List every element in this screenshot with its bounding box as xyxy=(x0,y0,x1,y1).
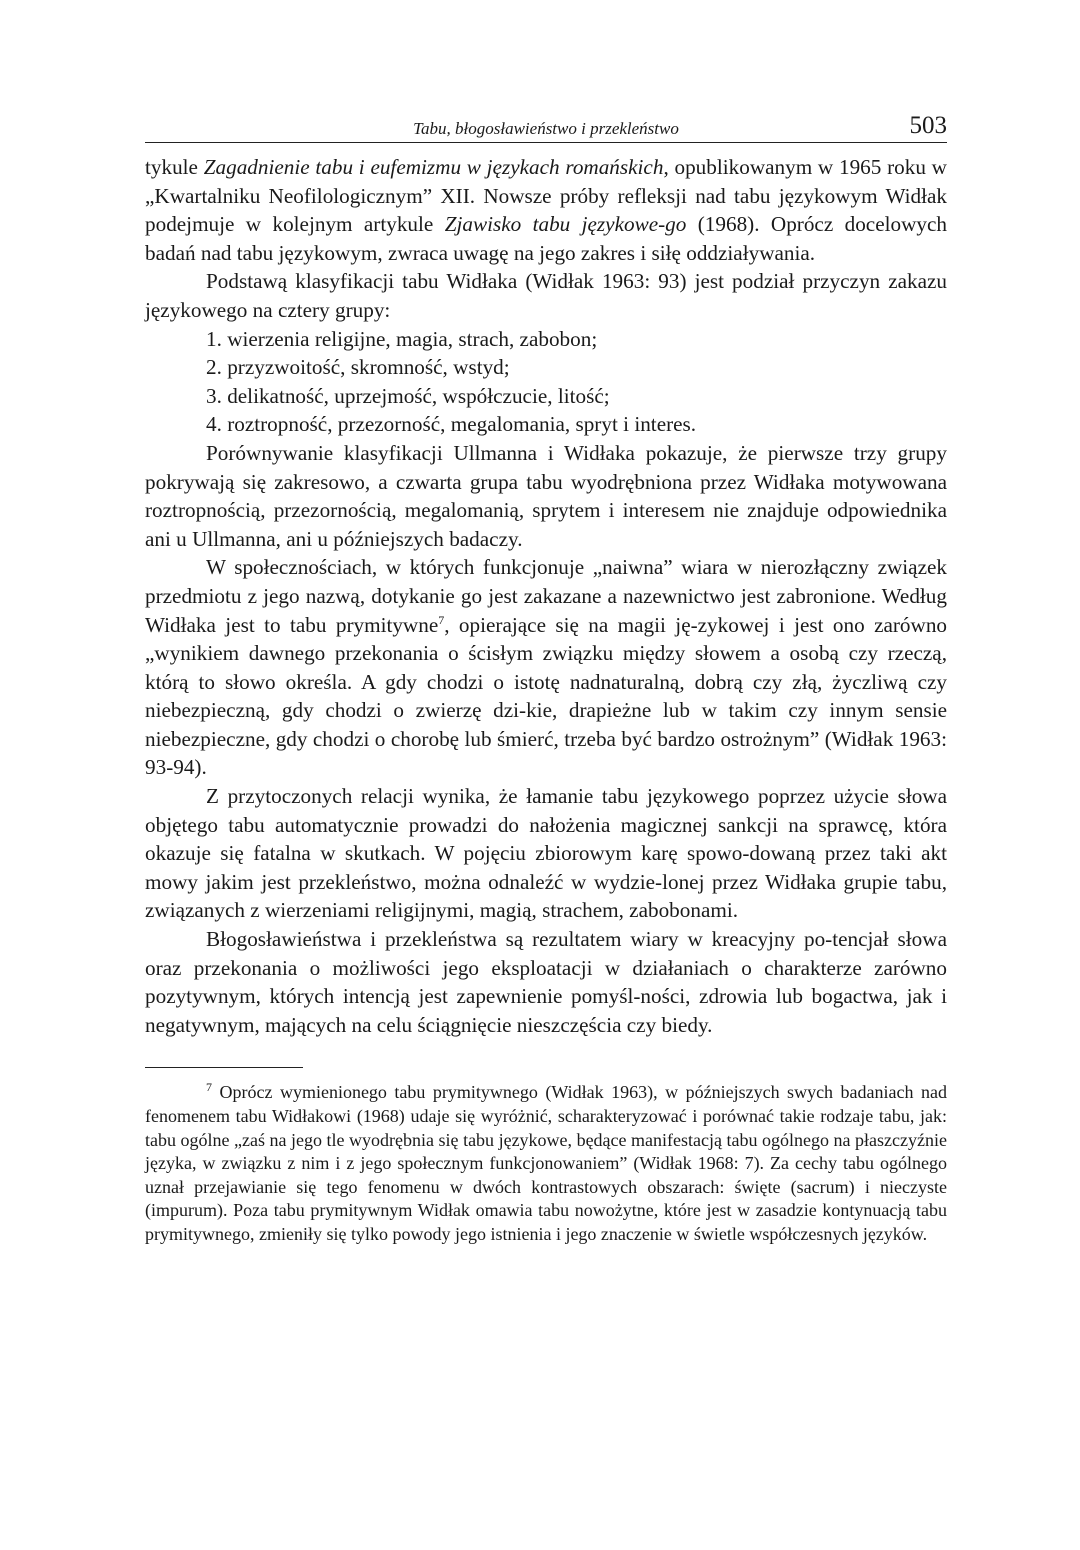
paragraph-4-text-b: , opierające się na magii ję-zykowej i jest ono zarówno „wynikiem dawnego przekonania o ścisłym związku między słowem a osobą czy rzeczą, którą to słowo określa. A gdy chodzi o istotę nadnaturalną, dobrą czy złą, życzliwą czy niebezpieczną, gdy chodzi o zwierzę dzi-kie, drapieżne lub w takim czy innym sensie niebezpieczne, gdy chodzi o chorobę lub śmierć, trzeba być bardzo ostrożnym” (Widłak 1963: 93-94). xyxy=(145,612,948,780)
running-header xyxy=(145,112,947,143)
paragraph-4 xyxy=(145,553,947,782)
classification-list xyxy=(145,325,947,439)
paragraph-1-text-e: (1968). Oprócz docelowych badań nad tabu językowym, zwraca uwagę na jego zakres i siłę oddziaływania. xyxy=(145,212,947,265)
footnote-mark: 7 xyxy=(206,1080,212,1095)
footnote xyxy=(145,1081,947,1246)
page xyxy=(145,112,947,1247)
paragraph-5: Z przytoczonych relacji wynika, że łamanie tabu językowego poprzez użycie słowa objętego tabu automatycznie prowadzi do nałożenia magicznej sankcji na sprawcę, która okazuje się fatalna w skutkach. W pojęciu zbiorowym karę spowo-dowaną przez taki akt mowy jakim jest przekleństwo, można odnaleźć w wydzie-lonej przez Widłaka grupie tabu, związanych z wierzeniami religijnymi, magią, strachem, zabobonami. xyxy=(145,784,947,923)
body-text xyxy=(145,153,947,1039)
running-title: Tabu, błogosławieństwo i przekleństwo xyxy=(413,119,679,138)
list-item: 1. wierzenia religijne, magia, strach, zabobon; xyxy=(206,326,598,351)
paragraph-2: Podstawą klasyfikacji tabu Widłaka (Widłak 1963: 93) jest podział przyczyn zakazu językowego na cztery grupy: xyxy=(145,269,947,322)
footnote-text: Oprócz wymienionego tabu prymitywnego (Widłak 1963), w późniejszych swych badaniach nad fenomenem tabu Widłakowi (1968) udaje się wyróżnić, scharakteryzować i porównać takie rodzaje tabu, jak: tabu ogólne „zaś na jego tle wyodrębnia się tabu językowe, będące manifestacją tabu ogólnego na płaszczyźnie języka, w związku z nim i z jego społecznym funkcjonowaniem” (Widłak 1968: 7). Za cechy tabu ogólnego uznał przejawianie się tego fenomenu w dwóch kontrastowych obszarach: święte (sacrum) i nieczyste (impurum). Poza tabu prymitywnym Widłak omawia tabu nowożytne, które jest w zasadzie kontynuacją tabu prymitywnego, zmieniły się tylko powody jego istnienia i jego znaczenie w świetle współczesnych języków. xyxy=(145,1082,947,1244)
paragraph-6: Błogosławieństwa i przekleństwa są rezultatem wiary w kreacyjny po-tencjał słowa oraz przekonania o możliwości jego eksploatacji w działaniach o charakterze zarówno pozytywnym, których intencją jest zapewnienie pomyśl-ności, zdrowia lub bogactwa, jak i negatywnym, mających na celu ściągnięcie nieszczęścia czy biedy. xyxy=(145,927,947,1037)
footnote-reference[interactable]: 7 xyxy=(438,612,445,627)
paragraph-1 xyxy=(145,153,947,267)
paragraph-3: Porównywanie klasyfikacji Ullmanna i Widłaka pokazuje, że pierwsze trzy grupy pokrywają się zakresowo, a czwarta grupa tabu wyodrębniona przez Widłaka motywowana roztropnością, przezornością, megalomanią, sprytem i interesem nie znajduje odpowiednika ani u Ullmanna, ani u późniejszych badaczy. xyxy=(145,440,947,551)
paragraph-4-text-a: W społecznościach, w których funkcjonuje „naiwna” wiara w nierozłączny związek przedmiotu z jego nazwą, dotykanie go jest zakazane a nazewnictwo jest zabronione. Według Widłaka jest to tabu prymitywne xyxy=(145,555,947,637)
list-item: 2. przyzwoitość, skromność, wstyd; xyxy=(206,355,510,380)
paragraph-1-text-c: , opublikowanym w 1965 roku w „Kwartalniku Neofilologicznym” XII. Nowsze próby refleksji nad tabu językowym Widłak podejmuje w kolejnym artykule xyxy=(145,155,947,237)
list-item: 4. roztropność, przezorność, megalomania, spryt i interes. xyxy=(206,412,697,437)
article-title-2: Zjawisko tabu językowe-go xyxy=(444,212,687,237)
paragraph-1-text-a: tykule xyxy=(145,155,204,179)
footnote-divider xyxy=(145,1067,303,1068)
list-item: 3. delikatność, uprzejmość, współczucie, litość; xyxy=(206,383,610,408)
page-number: 503 xyxy=(909,112,947,139)
article-title-1: Zagadnienie tabu i eufemizmu w językach romańskich xyxy=(203,155,664,179)
